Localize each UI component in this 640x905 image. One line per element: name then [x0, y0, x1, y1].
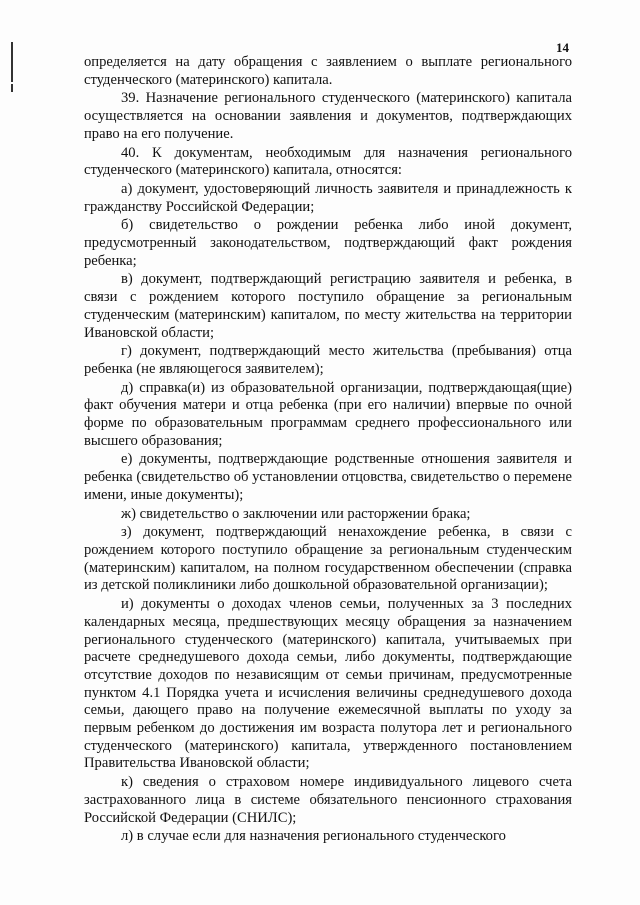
paragraph: л) в случае если для назначения регионального студенческого — [121, 828, 506, 845]
paragraph: и) документы о доходах членов семьи, полученных за 3 последних календарных месяца, предшествующих месяцу обращения за назначением регионального студенческого (материнского) капитала, учитываемых при расчете среднедушевого дохода семьи, либо документы, подтверждающие отсутствие доходов по независящим от семьи причинам, предусмотренные пунктом 4.1 Порядка учета и исчисления величины среднедушевого дохода семьи, дающего право на получение ежемесячной выплаты по уходу за первым ребенком до достижения им возраста полутора лет и регионального студенческого (материнского) капитала, утвержденного постановлением Правительства Ивановской области; — [84, 596, 572, 772]
paragraph: определяется на дату обращения с заявлением о выплате регионального студенческого (материнского) капитала. — [84, 54, 572, 88]
paragraph: б) свидетельство о рождении ребенка либо иной документ, предусмотренный законодательством, подтверждающий факт рождения ребенка; — [84, 217, 572, 269]
document-body — [84, 54, 572, 847]
paragraph: 39. Назначение регионального студенческого (материнского) капитала осуществляется на основании заявления и документов, подтверждающих право на его получение. — [84, 90, 572, 142]
paragraph: ж) свидетельство о заключении или расторжении брака; — [121, 505, 471, 522]
page-number: 14 — [556, 40, 569, 55]
scan-artifact-line — [11, 84, 13, 92]
paragraph: з) документ, подтверждающий ненахождение ребенка, в связи с рождением которого поступило обращение за региональным студенческим (материнским) капиталом, на полном государственном обеспечении (справка из детской поликлиники либо дошкольной образовательной организации); — [84, 524, 572, 594]
paragraph: 40. К документам, необходимым для назначения регионального студенческого (материнского) капитала, относятся: — [84, 144, 572, 179]
paragraph: к) сведения о страховом номере индивидуального лицевого счета застрахованного лица в системе обязательного пенсионного страхования Российской Федерации (СНИЛС); — [84, 774, 572, 826]
paragraph: а) документ, удостоверяющий личность заявителя и принадлежность к гражданству Российской Федерации; — [84, 180, 572, 215]
paragraph: е) документы, подтверждающие родственные отношения заявителя и ребенка (свидетельство об установлении отцовства, свидетельство о перемене имени, иные документы); — [84, 451, 572, 503]
paragraph: г) документ, подтверждающий место жительства (пребывания) отца ребенка (не являющегося заявителем); — [84, 343, 572, 377]
scan-artifact-line — [11, 42, 13, 82]
paragraph: д) справка(и) из образовательной организации, подтверждающая(щие) факт обучения матери и отца ребенка (при его наличии) впервые по очной форме по образовательным программам среднего профессионального или высшего образования; — [84, 379, 572, 449]
paragraph: в) документ, подтверждающий регистрацию заявителя и ребенка, в связи с рождением которого поступило обращение за региональным студенческим (материнским) капиталом, по месту жительства на территории Ивановской области; — [84, 271, 572, 341]
